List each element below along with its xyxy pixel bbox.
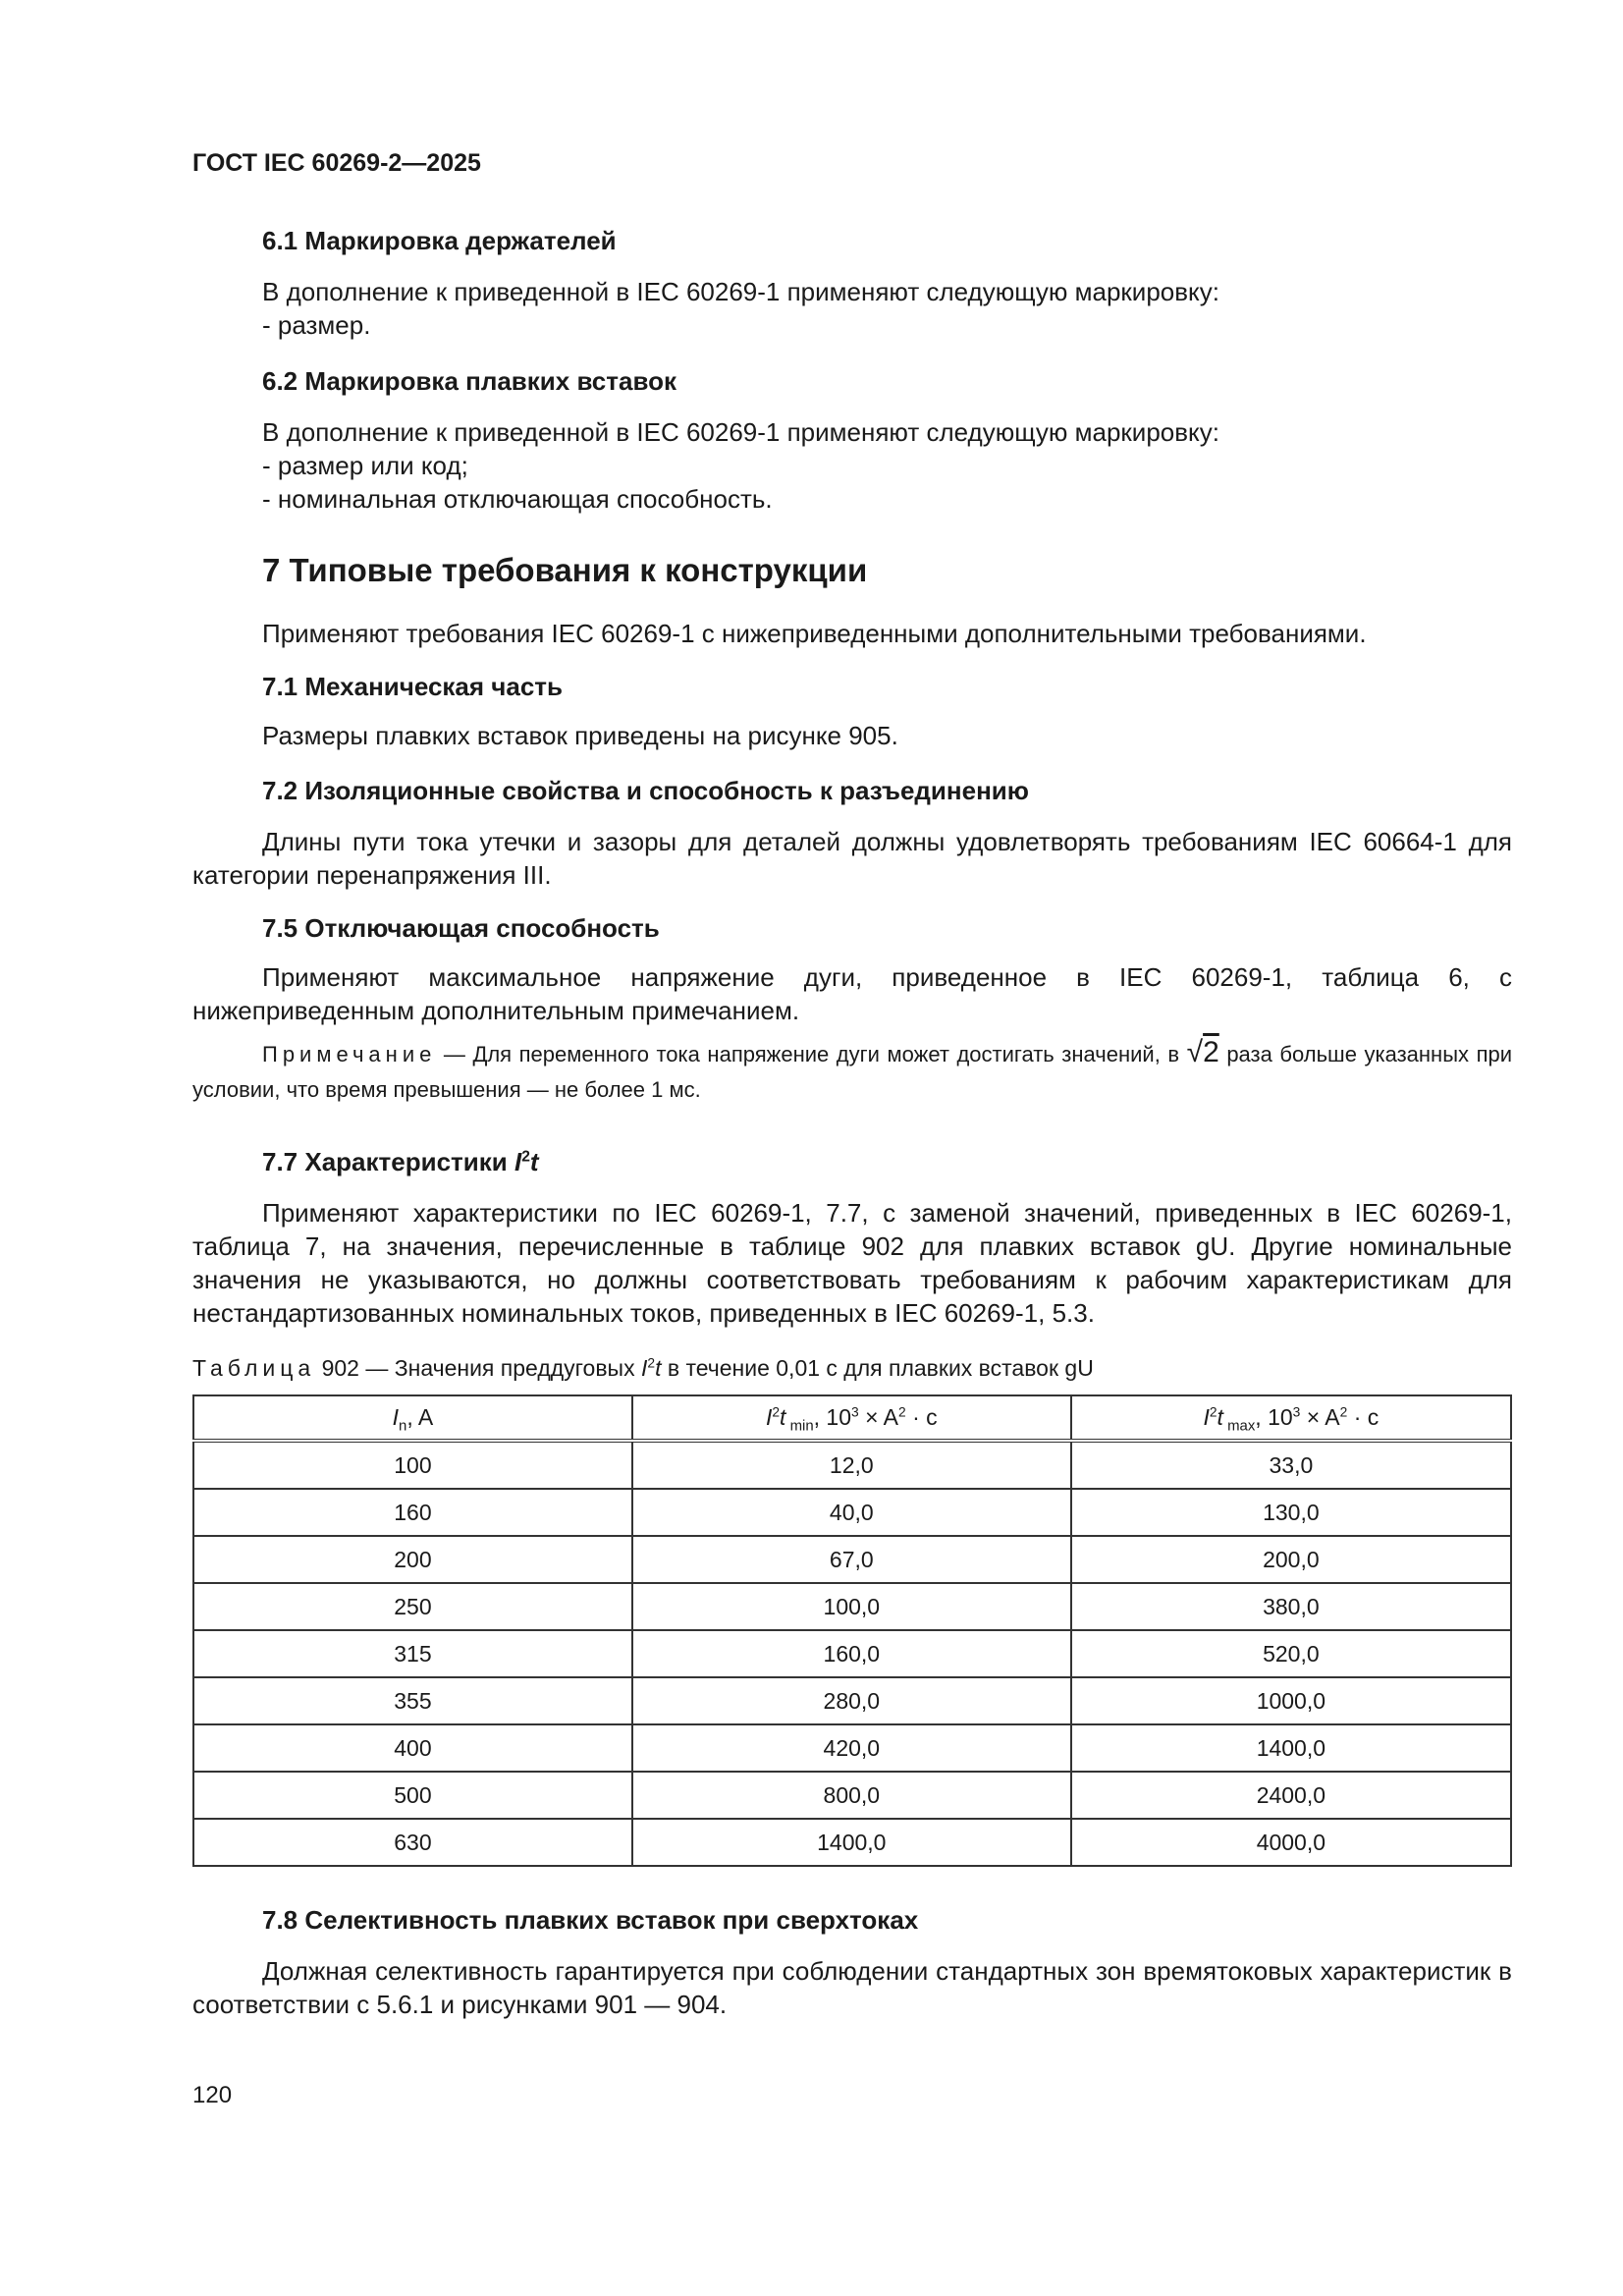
section-7-7-heading-symbol: I: [514, 1147, 522, 1176]
column-header-rated-current: $I_n$, A: [193, 1395, 632, 1441]
note-text-part-2: раза больше указанных при условии, что время превышения — не более 1 мс.: [192, 1042, 1513, 1102]
table-row: [193, 1772, 1511, 1819]
cell-rated-current: 200: [193, 1536, 632, 1583]
table-caption-label: Таблица: [192, 1355, 316, 1381]
table-902-caption: [192, 1355, 1094, 1382]
cell-rated-current: 630: [193, 1819, 632, 1866]
sqrt-value: 2: [1203, 1036, 1219, 1068]
cell-i2t-max: 200,0: [1071, 1536, 1511, 1583]
cell-rated-current: 315: [193, 1630, 632, 1677]
table-caption-suffix: в течение 0,01 с для плавких вставок gU: [661, 1355, 1094, 1381]
section-6-2-line-1: В дополнение к приведенной в IEC 60269-1 применяют следующую маркировку:: [262, 417, 1219, 447]
cell-i2t-max: 1000,0: [1071, 1677, 1511, 1724]
cell-i2t-min: 420,0: [632, 1724, 1071, 1772]
cell-i2t-max: 4000,0: [1071, 1819, 1511, 1866]
column-header-i2t-max: $I^2t$ $_{max}$, $10^3 \times A^2 \cdot с$: [1071, 1395, 1511, 1441]
cell-i2t-max: 130,0: [1071, 1489, 1511, 1536]
section-7-2-heading: 7.2 Изоляционные свойства и способность к разъединению: [262, 776, 1029, 805]
section-7-7-heading-prefix: 7.7 Характеристики: [262, 1147, 514, 1176]
table-caption-exponent: 2: [647, 1355, 656, 1371]
table-caption-prefix: 902 — Значения преддуговых: [315, 1355, 641, 1381]
note-text-part-1: — Для переменного тока напряжение дуги может достигать значений, в: [436, 1042, 1187, 1066]
section-7-7-heading-exponent: 2: [521, 1148, 530, 1166]
section-7-8-heading: 7.8 Селективность плавких вставок при сверхтоках: [262, 1905, 919, 1935]
document-header: ГОСТ IEC 60269-2—2025: [192, 149, 481, 177]
section-6-1-line-2: - размер.: [262, 310, 371, 340]
table-row: [193, 1630, 1511, 1677]
cell-rated-current: 355: [193, 1677, 632, 1724]
cell-i2t-max: 520,0: [1071, 1630, 1511, 1677]
table-row: [193, 1819, 1511, 1866]
section-7-1-text: Размеры плавких вставок приведены на рисунке 905.: [262, 721, 898, 750]
cell-i2t-max: 33,0: [1071, 1441, 1511, 1489]
table-row: [193, 1489, 1511, 1536]
table-row: [193, 1724, 1511, 1772]
cell-rated-current: 500: [193, 1772, 632, 1819]
section-6-1-line-1: В дополнение к приведенной в IEC 60269-1 применяют следующую маркировку:: [262, 277, 1219, 306]
table-902: [192, 1394, 1512, 1867]
table-caption-t: t: [655, 1355, 662, 1381]
cell-i2t-min: 280,0: [632, 1677, 1071, 1724]
section-7-heading: 7 Типовые требования к конструкции: [262, 552, 868, 588]
cell-i2t-min: 1400,0: [632, 1819, 1071, 1866]
section-7-7-heading-t: t: [529, 1147, 539, 1176]
cell-i2t-min: 40,0: [632, 1489, 1071, 1536]
note-label: Примечание: [262, 1042, 437, 1066]
section-7-8-text: Должная селективность гарантируется при соблюдении стандартных зон времятоковых характеристик в соответствии с 5.6.1 и рисунками 901 — 904.: [192, 1956, 1512, 2019]
section-6-2-line-2: - размер или код;: [262, 451, 468, 480]
section-7-5-note: [192, 1035, 1512, 1108]
page-number: 120: [192, 2082, 233, 2108]
cell-i2t-max: 1400,0: [1071, 1724, 1511, 1772]
section-7-7-heading: [262, 1147, 539, 1177]
table-header-row: [193, 1395, 1511, 1441]
section-6-2-line-3: - номинальная отключающая способность.: [262, 484, 773, 514]
cell-i2t-min: 160,0: [632, 1630, 1071, 1677]
cell-i2t-max: 380,0: [1071, 1583, 1511, 1630]
section-7-5-heading: 7.5 Отключающая способность: [262, 913, 660, 943]
table-caption-symbol: I: [640, 1355, 648, 1381]
section-7-7-text: Применяют характеристики по IEC 60269-1, 7.7, с заменой значений, приведенных в IEC 60269-1, таблица 7, на значения, перечисленные в таблице 902 для плавких вставок gU. Другие номинальные значения не указываются, но должны соответствовать требованиям к рабочим характеристикам для нестандартизованных номинальных токов, приведенных в IEC 60269-1, 5.3.: [192, 1198, 1512, 1328]
section-7-text: Применяют требования IEC 60269-1 с нижеприведенными дополнительными требованиями.: [262, 619, 1367, 648]
table-row: [193, 1583, 1511, 1630]
cell-i2t-min: 67,0: [632, 1536, 1071, 1583]
cell-i2t-min: 800,0: [632, 1772, 1071, 1819]
cell-i2t-min: 100,0: [632, 1583, 1071, 1630]
sqrt-symbol: √: [1186, 1036, 1204, 1068]
section-7-1-heading: 7.1 Механическая часть: [262, 672, 564, 701]
section-7-5-text: Применяют максимальное напряжение дуги, приведенное в IEC 60269-1, таблица 6, с нижеприведенным дополнительным примечанием.: [192, 962, 1512, 1025]
column-header-i2t-min: $I^2t$ $_{min}$, $10^3 \times A^2 \cdot с$: [632, 1395, 1071, 1441]
cell-i2t-max: 2400,0: [1071, 1772, 1511, 1819]
table-row: [193, 1677, 1511, 1724]
cell-rated-current: 160: [193, 1489, 632, 1536]
section-7-2-text: Длины пути тока утечки и зазоры для деталей должны удовлетворять требованиям IEC 60664-1 для категории перенапряжения III.: [192, 827, 1512, 890]
section-6-2-heading: 6.2 Маркировка плавких вставок: [262, 366, 676, 396]
table-row: [193, 1536, 1511, 1583]
section-6-1-heading: 6.1 Маркировка держателей: [262, 226, 617, 255]
cell-rated-current: 400: [193, 1724, 632, 1772]
cell-i2t-min: 12,0: [632, 1441, 1071, 1489]
cell-rated-current: 250: [193, 1583, 632, 1630]
table-row: [193, 1441, 1511, 1489]
cell-rated-current: 100: [193, 1441, 632, 1489]
